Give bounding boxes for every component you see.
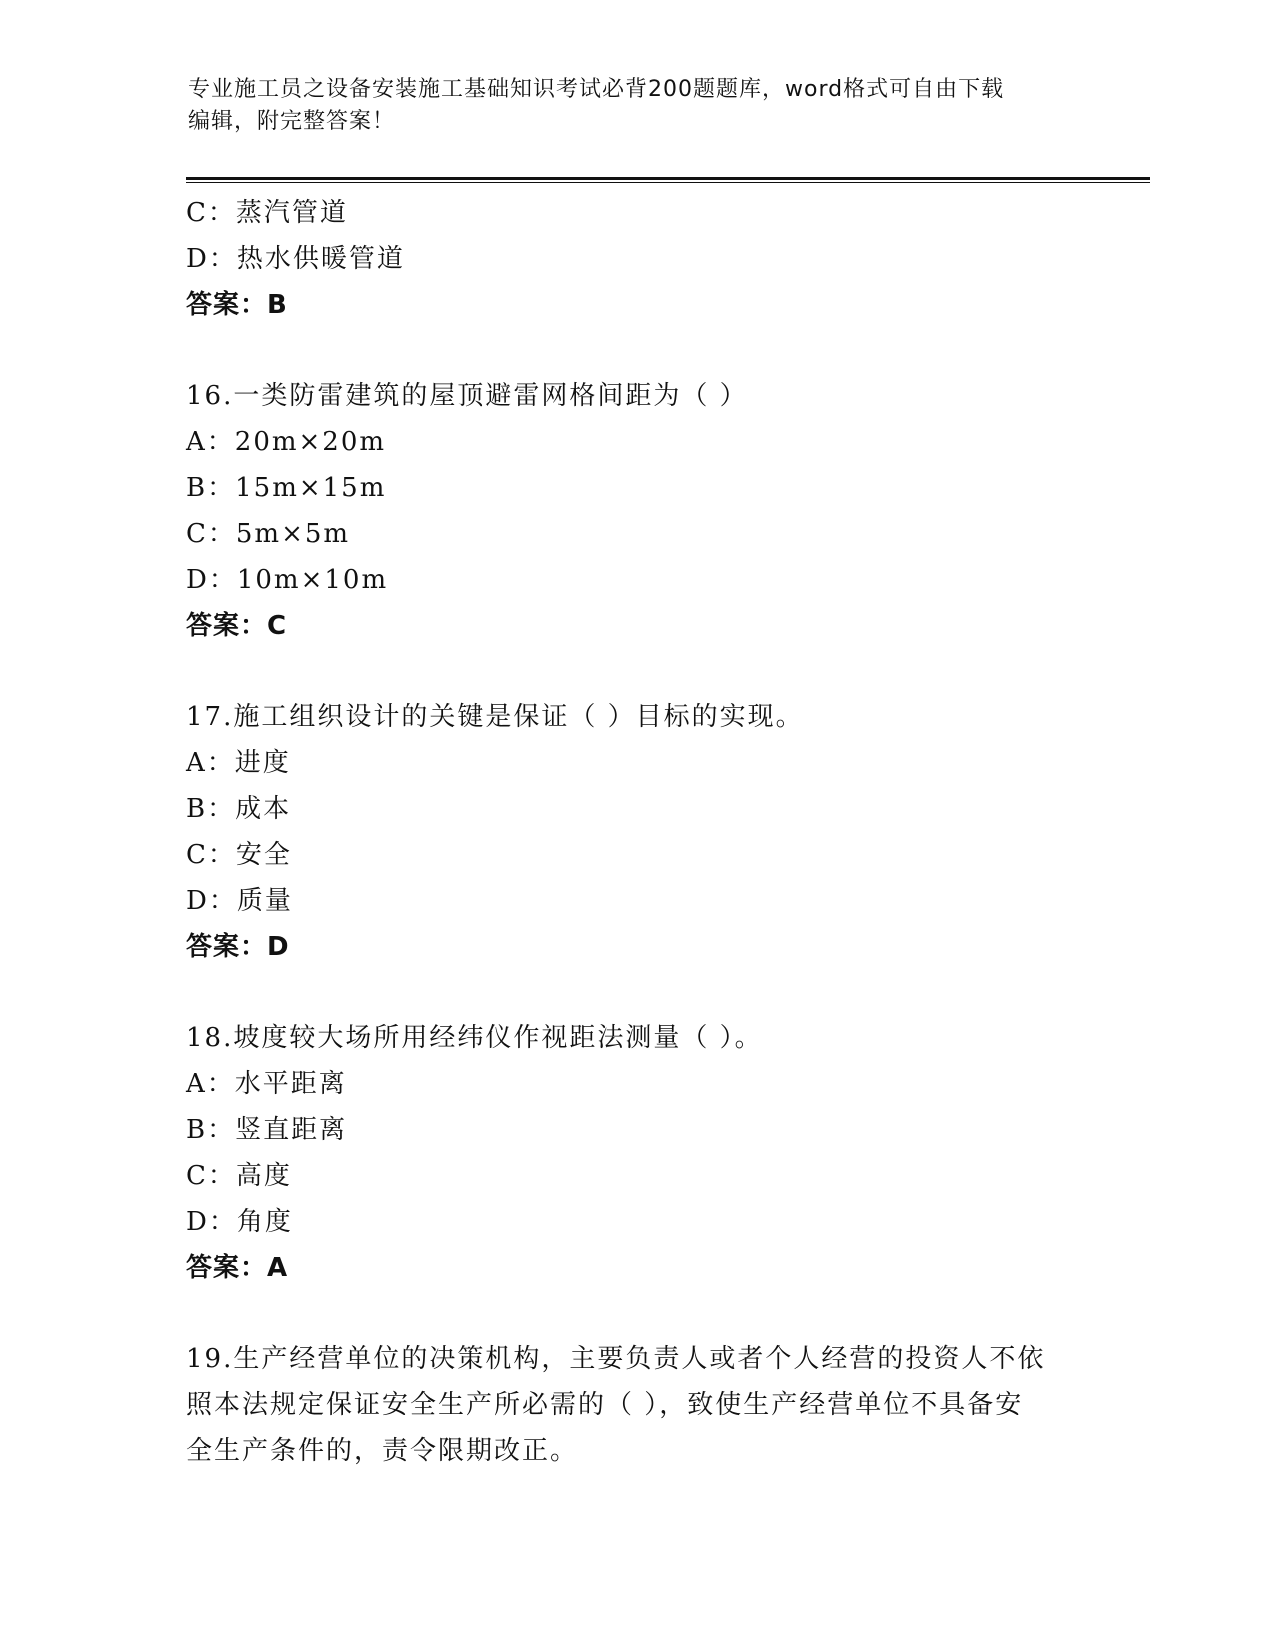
question-spacer <box>186 649 1086 694</box>
question-stem-line-2: 照本法规定保证安全生产所必需的（ ），致使生产经营单位不具备安 <box>186 1390 1024 1420</box>
option-c: C：高度 <box>186 1161 292 1191</box>
option-a: A：进度 <box>186 748 291 778</box>
answer-line: 答案：C <box>186 611 288 641</box>
header-divider-thick <box>186 177 1150 180</box>
question-spacer <box>186 1291 1086 1336</box>
question-stem: 18.坡度较大场所用经纬仪作视距法测量（ ）。 <box>186 1023 763 1053</box>
option-b: B：15m×15m <box>186 473 387 503</box>
question-16 <box>186 373 1086 649</box>
question-stem-line-3: 全生产条件的，责令限期改正。 <box>186 1436 579 1466</box>
question-spacer <box>186 328 1086 373</box>
header-title-line-2: 编辑，附完整答案！ <box>188 109 396 134</box>
question-stem: 16.一类防雷建筑的屋顶避雷网格间距为（ ） <box>186 381 748 411</box>
option-d: D：质量 <box>186 886 293 916</box>
answer-line: 答案：D <box>186 932 290 962</box>
question-17 <box>186 694 1086 970</box>
document-header <box>188 74 1088 138</box>
option-c: C：蒸汽管道 <box>186 198 348 228</box>
option-c: C：安全 <box>186 840 292 870</box>
answer-line: 答案：B <box>186 290 288 320</box>
header-divider-thin <box>186 182 1150 183</box>
header-title-line-1: 专业施工员之设备安装施工基础知识考试必背200题题库，word格式可自由下载 <box>188 77 1005 102</box>
question-list <box>186 190 1086 1474</box>
option-a: A：水平距离 <box>186 1069 347 1099</box>
option-d: D：热水供暖管道 <box>186 244 405 274</box>
question-stem-line-1: 19.生产经营单位的决策机构，主要负责人或者个人经营的投资人不依 <box>186 1344 1046 1374</box>
question-stem: 17.施工组织设计的关键是保证（ ）目标的实现。 <box>186 702 804 732</box>
question-19 <box>186 1336 1086 1474</box>
answer-line: 答案：A <box>186 1253 289 1283</box>
question-spacer <box>186 970 1086 1015</box>
option-b: B：竖直距离 <box>186 1115 348 1145</box>
option-a: A：20m×20m <box>186 427 387 457</box>
option-d: D：角度 <box>186 1207 293 1237</box>
option-b: B：成本 <box>186 794 292 824</box>
option-d: D：10m×10m <box>186 565 389 595</box>
question-15-tail <box>186 190 1086 328</box>
option-c: C：5m×5m <box>186 519 351 549</box>
question-18 <box>186 1015 1086 1291</box>
